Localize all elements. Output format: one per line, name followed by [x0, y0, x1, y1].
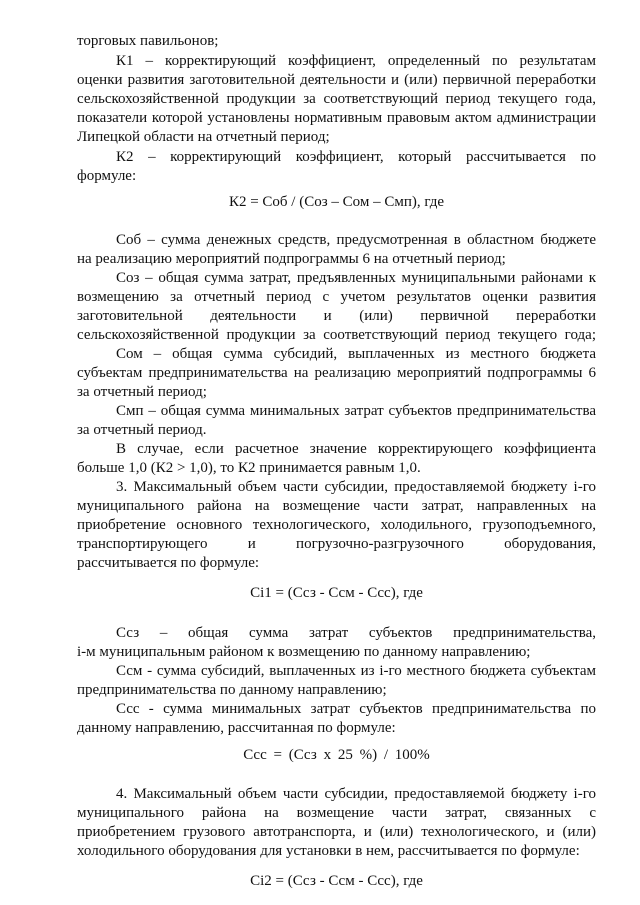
text-line: 3. Максимальный объем части субсидии, предоставляемой бюджету i-го: [116, 479, 596, 495]
formula-ci2: Сi2 = (Ссз - Ссм - Ссс), где: [250, 873, 423, 889]
text-line: оценки развития заготовительной деятельности и (или) первичной переработки: [77, 72, 596, 88]
text-line: субъектам предпринимательства на реализацию мероприятий подпрограммы 6: [77, 365, 596, 381]
text-line: за отчетный период;: [77, 384, 207, 400]
text-line: В случае, если расчетное значение корректирующего коэффициента: [116, 441, 596, 457]
text-line: на реализацию мероприятий подпрограммы 6 на отчетный период;: [77, 251, 506, 267]
text-line: формуле:: [77, 168, 137, 184]
text-line: за отчетный период.: [77, 422, 207, 438]
text-line: Ссз – общая сумма затрат субъектов предпринимательства,: [116, 625, 596, 641]
text-line: Сом – общая сумма субсидий, выплаченных из местного бюджета: [116, 346, 596, 362]
text-line: сельскохозяйственной продукции за соответствующий период текущего года;: [77, 327, 596, 343]
text-line: Ссс - сумма минимальных затрат субъектов предпринимательства по: [116, 701, 596, 717]
text-line: торговых павильонов;: [77, 33, 219, 49]
text-line: приобретением грузового автотранспорта, и (или) технологического, и (или): [77, 824, 596, 840]
text-line: муниципального района на возмещение части затрат, связанных с: [77, 805, 596, 821]
text-line: сельскохозяйственной продукции за соответствующий период текущего года,: [77, 91, 596, 107]
text-line: Соз – общая сумма затрат, предъявленных муниципальными районами к: [116, 270, 596, 286]
formula-k2: К2 = Соб / (Соз – Сом – Смп), где: [228, 194, 445, 210]
text-line: Липецкой области на отчетный период;: [77, 129, 330, 145]
text-line: транспортирующего и погрузочно-разгрузочного оборудования,: [77, 536, 596, 552]
formula-csss: Ссс = (Ссз х 25 %) / 100%: [243, 747, 430, 763]
text-line: Смп – общая сумма минимальных затрат субъектов предпринимательства: [116, 403, 596, 419]
text-line: возмещению за отчетный период с учетом результатов оценки развития: [77, 289, 596, 305]
text-line: Соб – сумма денежных средств, предусмотренная в областном бюджете: [116, 232, 596, 248]
text-line: К1 – корректирующий коэффициент, определенный по результатам: [116, 53, 596, 69]
text-line: приобретение основного технологического, холодильного, грузоподъемного,: [77, 517, 596, 533]
text-line: показатели которой установлены нормативным правовым актом администрации: [77, 110, 596, 126]
text-line: 4. Максимальный объем части субсидии, предоставляемой бюджету i-го: [116, 786, 596, 802]
text-line: муниципального района на возмещение части затрат, направленных на: [77, 498, 596, 514]
text-line: холодильного оборудования для установки в нем, рассчитывается по формуле:: [77, 843, 580, 859]
formula-ci1: Сi1 = (Ссз - Ссм - Ссс), где: [250, 585, 423, 601]
text-line: рассчитывается по формуле:: [77, 555, 260, 571]
text-line: Ссм - сумма субсидий, выплаченных из i-го местного бюджета субъектам: [116, 663, 596, 679]
text-line: i-м муниципальным районом к возмещению по данному направлению;: [77, 644, 531, 660]
text-line: больше 1,0 (К2 > 1,0), то К2 принимается равным 1,0.: [77, 460, 421, 476]
text-line: данному направлению, рассчитанная по формуле:: [77, 720, 396, 736]
text-line: заготовительной деятельности и (или) первичной переработки: [77, 308, 596, 324]
text-line: предпринимательства по данному направлению;: [77, 682, 387, 698]
text-line: К2 – корректирующий коэффициент, который рассчитывается по: [116, 149, 596, 165]
